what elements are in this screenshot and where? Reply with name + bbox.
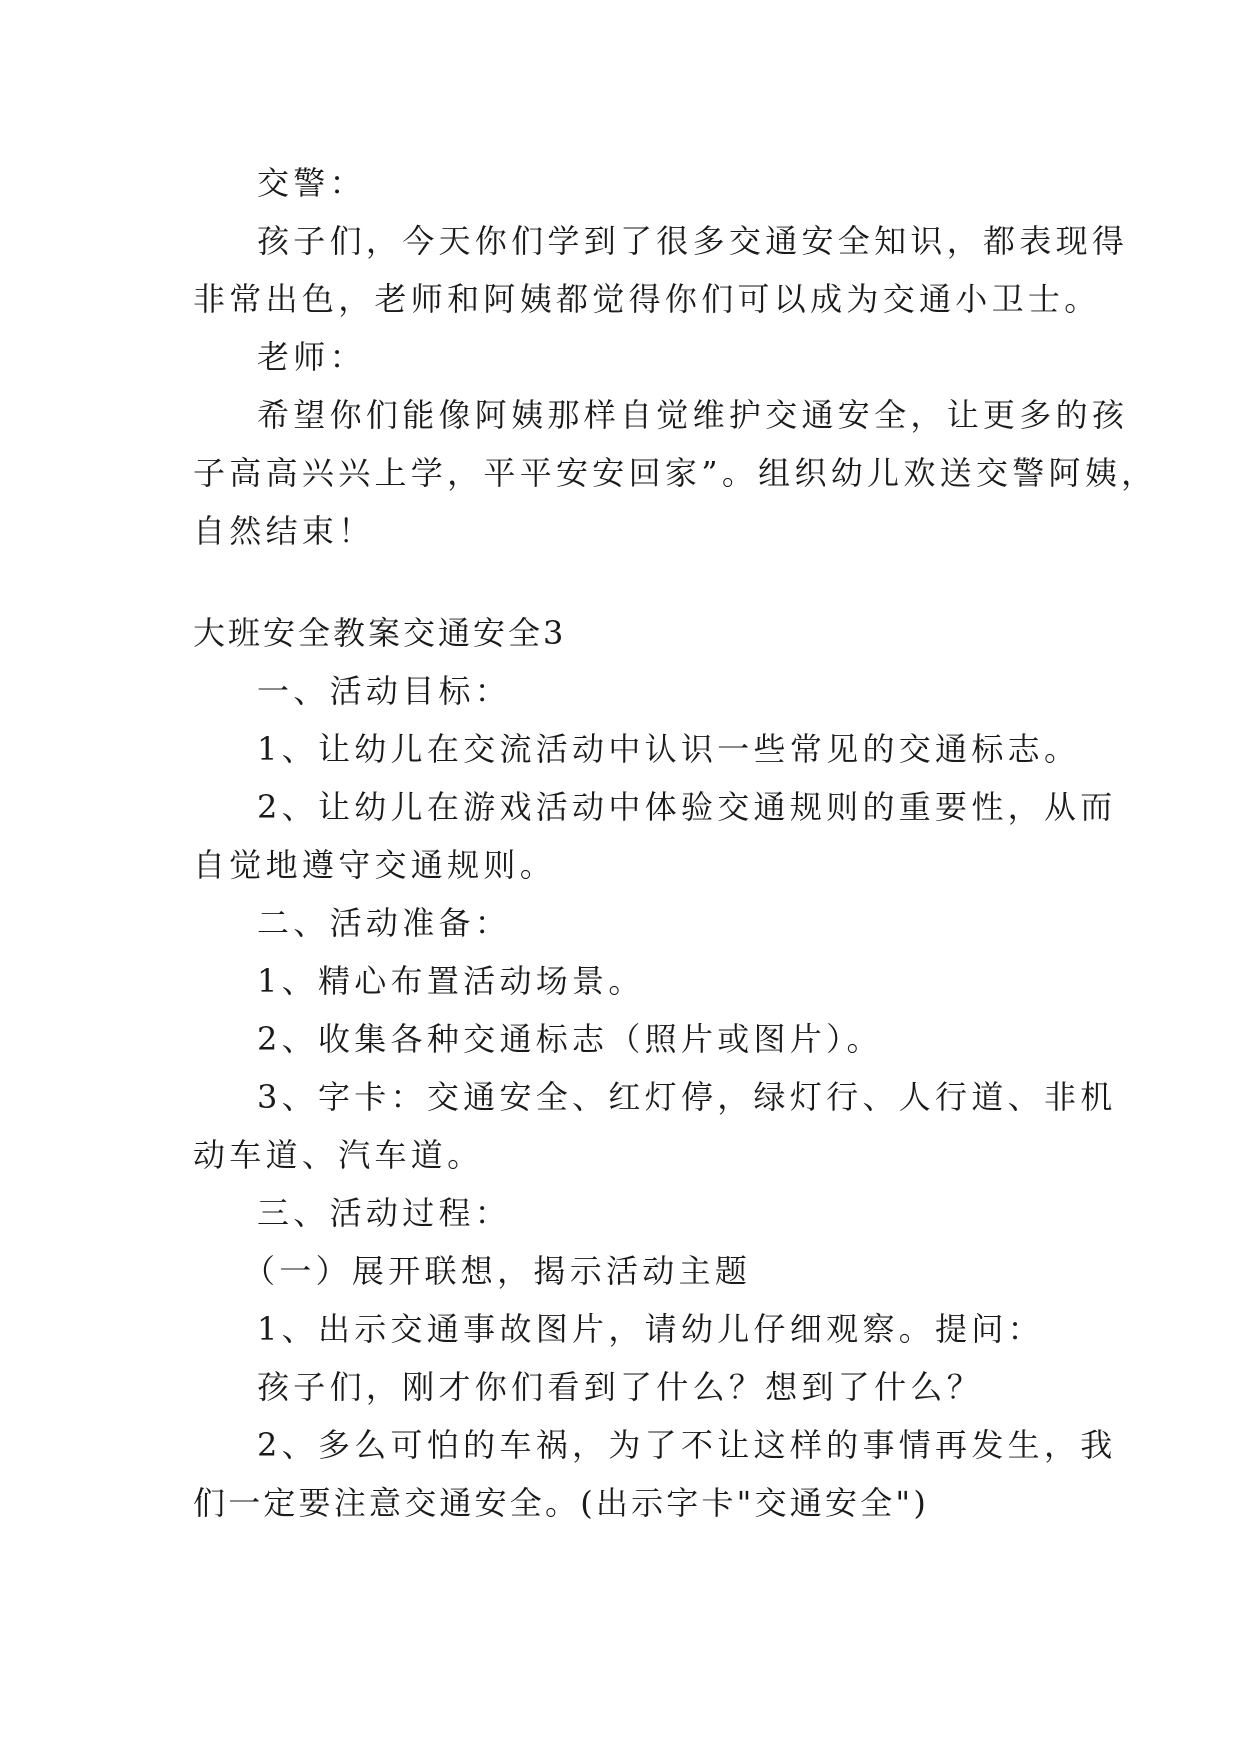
list-item: 2、让幼儿在游戏活动中体验交通规则的重要性，从而 bbox=[257, 788, 1117, 826]
list-item: 2、收集各种交通标志（照片或图片）。 bbox=[257, 1020, 883, 1058]
paragraph-line: 非常出色，老师和阿姨都觉得你们可以成为交通小卫士。 bbox=[193, 280, 1101, 318]
list-item: 3、字卡：交通安全、红灯停，绿灯行、人行道、非机 bbox=[257, 1078, 1117, 1116]
paragraph-line: 孩子们，今天你们学到了很多交通安全知识，都表现得 bbox=[257, 222, 1129, 260]
subheading-process: 三、活动过程： bbox=[257, 1194, 512, 1232]
paragraph-line: 自然结束！ bbox=[193, 512, 375, 550]
subheading-preparation: 二、活动准备： bbox=[257, 904, 512, 942]
subheading-goals: 一、活动目标： bbox=[257, 672, 512, 710]
list-item: 1、出示交通事故图片，请幼儿仔细观察。提问： bbox=[257, 1310, 1044, 1348]
list-item: 1、精心布置活动场景。 bbox=[257, 962, 645, 1000]
list-item: 1、让幼儿在交流活动中认识一些常见的交通标志。 bbox=[257, 730, 1081, 768]
list-item-continuation: 们一定要注意交通安全。(出示字卡"交通安全") bbox=[193, 1484, 930, 1522]
paragraph-line: 子高高兴兴上学，平平安安回家”。组织幼儿欢送交警阿姨， bbox=[193, 454, 1158, 492]
speaker-label-traffic-police: 交警： bbox=[257, 164, 366, 202]
list-item-continuation: 自觉地遵守交通规则。 bbox=[193, 846, 557, 884]
paragraph-line: 孩子们，刚才你们看到了什么？想到了什么？ bbox=[257, 1368, 984, 1406]
sub-subheading: （一）展开联想，揭示活动主题 bbox=[243, 1252, 752, 1290]
speaker-label-teacher: 老师： bbox=[257, 338, 366, 376]
list-item-continuation: 动车道、汽车道。 bbox=[193, 1136, 484, 1174]
list-item: 2、多么可怕的车祸，为了不让这样的事情再发生，我 bbox=[257, 1426, 1117, 1464]
paragraph-line: 希望你们能像阿姨那样自觉维护交通安全，让更多的孩 bbox=[257, 396, 1129, 434]
section-title: 大班安全教案交通安全3 bbox=[193, 614, 567, 652]
